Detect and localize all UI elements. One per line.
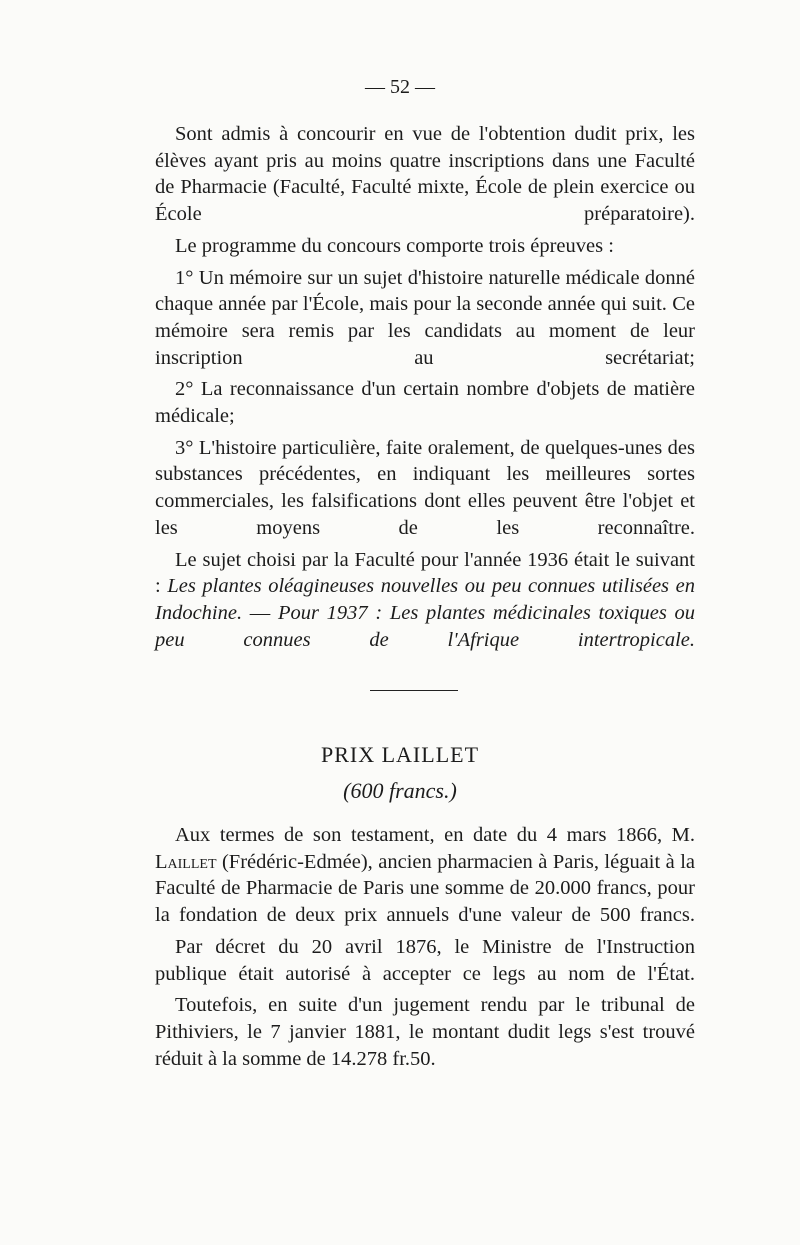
text-block-laillet	[155, 822, 695, 1077]
testament-end: (Frédéric-Edmée), ancien pharmacien à Paris, léguait à la Faculté de Pharmacie de Paris une somme de 20.000 francs, pour la fondation de deux prix annuels d'une valeur de 500 francs.	[155, 850, 695, 927]
paragraph-testament	[155, 822, 695, 929]
section-subtitle: (600 francs.)	[343, 778, 457, 803]
sujet-intro: Le sujet choisi par la Faculté pour l'année 1936 était le suivant :	[155, 548, 695, 598]
text-block-conditions	[155, 121, 695, 658]
paragraph-sujet	[155, 547, 695, 654]
laillet-name: Laillet	[155, 850, 217, 873]
page-number: — 52 —	[365, 76, 435, 98]
section-title: PRIX LAILLET	[320, 742, 480, 767]
paragraph-epreuve-2: 2° La reconnaissance d'un certain nombre d'objets de matière médicale;	[155, 378, 695, 428]
sujet-dash: —	[242, 601, 278, 624]
paragraph-epreuve-1: 1° Un mémoire sur un sujet d'histoire naturelle médicale donné chaque année par l'École, mais pour la seconde année qui suit. Ce mémoire sera remis par les candidats au moment de leur inscription au secrétariat;	[155, 266, 695, 369]
section-divider	[370, 690, 458, 691]
paragraph-jugement: Toutefois, en suite d'un jugement rendu par le tribunal de Pithiviers, le 7 janvier 1881, le montant dudit legs s'est trouvé réduit à la somme de 14.278 fr.50.	[155, 994, 695, 1070]
paragraph-eligibility: Sont admis à concourir en vue de l'obtention dudit prix, les élèves ayant pris au moins quatre inscriptions dans une Faculté de Pharmacie (Faculté, Faculté mixte, École de plein exercice ou École préparatoire).	[155, 123, 695, 226]
sujet-1936: Les plantes oléagineuses nouvelles ou peu connues utilisées en Indochine.	[155, 575, 695, 624]
paragraph-program: Le programme du concours comporte trois épreuves :	[175, 234, 614, 257]
paragraph-decret: Par décret du 20 avril 1876, le Ministre de l'Instruction publique était autorisé à accepter ce legs au nom de l'État.	[155, 935, 695, 985]
paragraph-epreuve-3: 3° L'histoire particulière, faite oralement, de quelques-unes des substances précédentes, en indiquant les meilleures sortes commerciales, les falsifications dont elles peuvent être l'objet et les moyens de les reconnaître.	[155, 436, 695, 539]
sujet-1937: Pour 1937 : Les plantes médicinales toxiques ou peu connues de l'Afrique intertropicale.	[155, 601, 696, 651]
testament-start: Aux termes de son testament, en date du 4 mars 1866, M.	[175, 824, 695, 846]
